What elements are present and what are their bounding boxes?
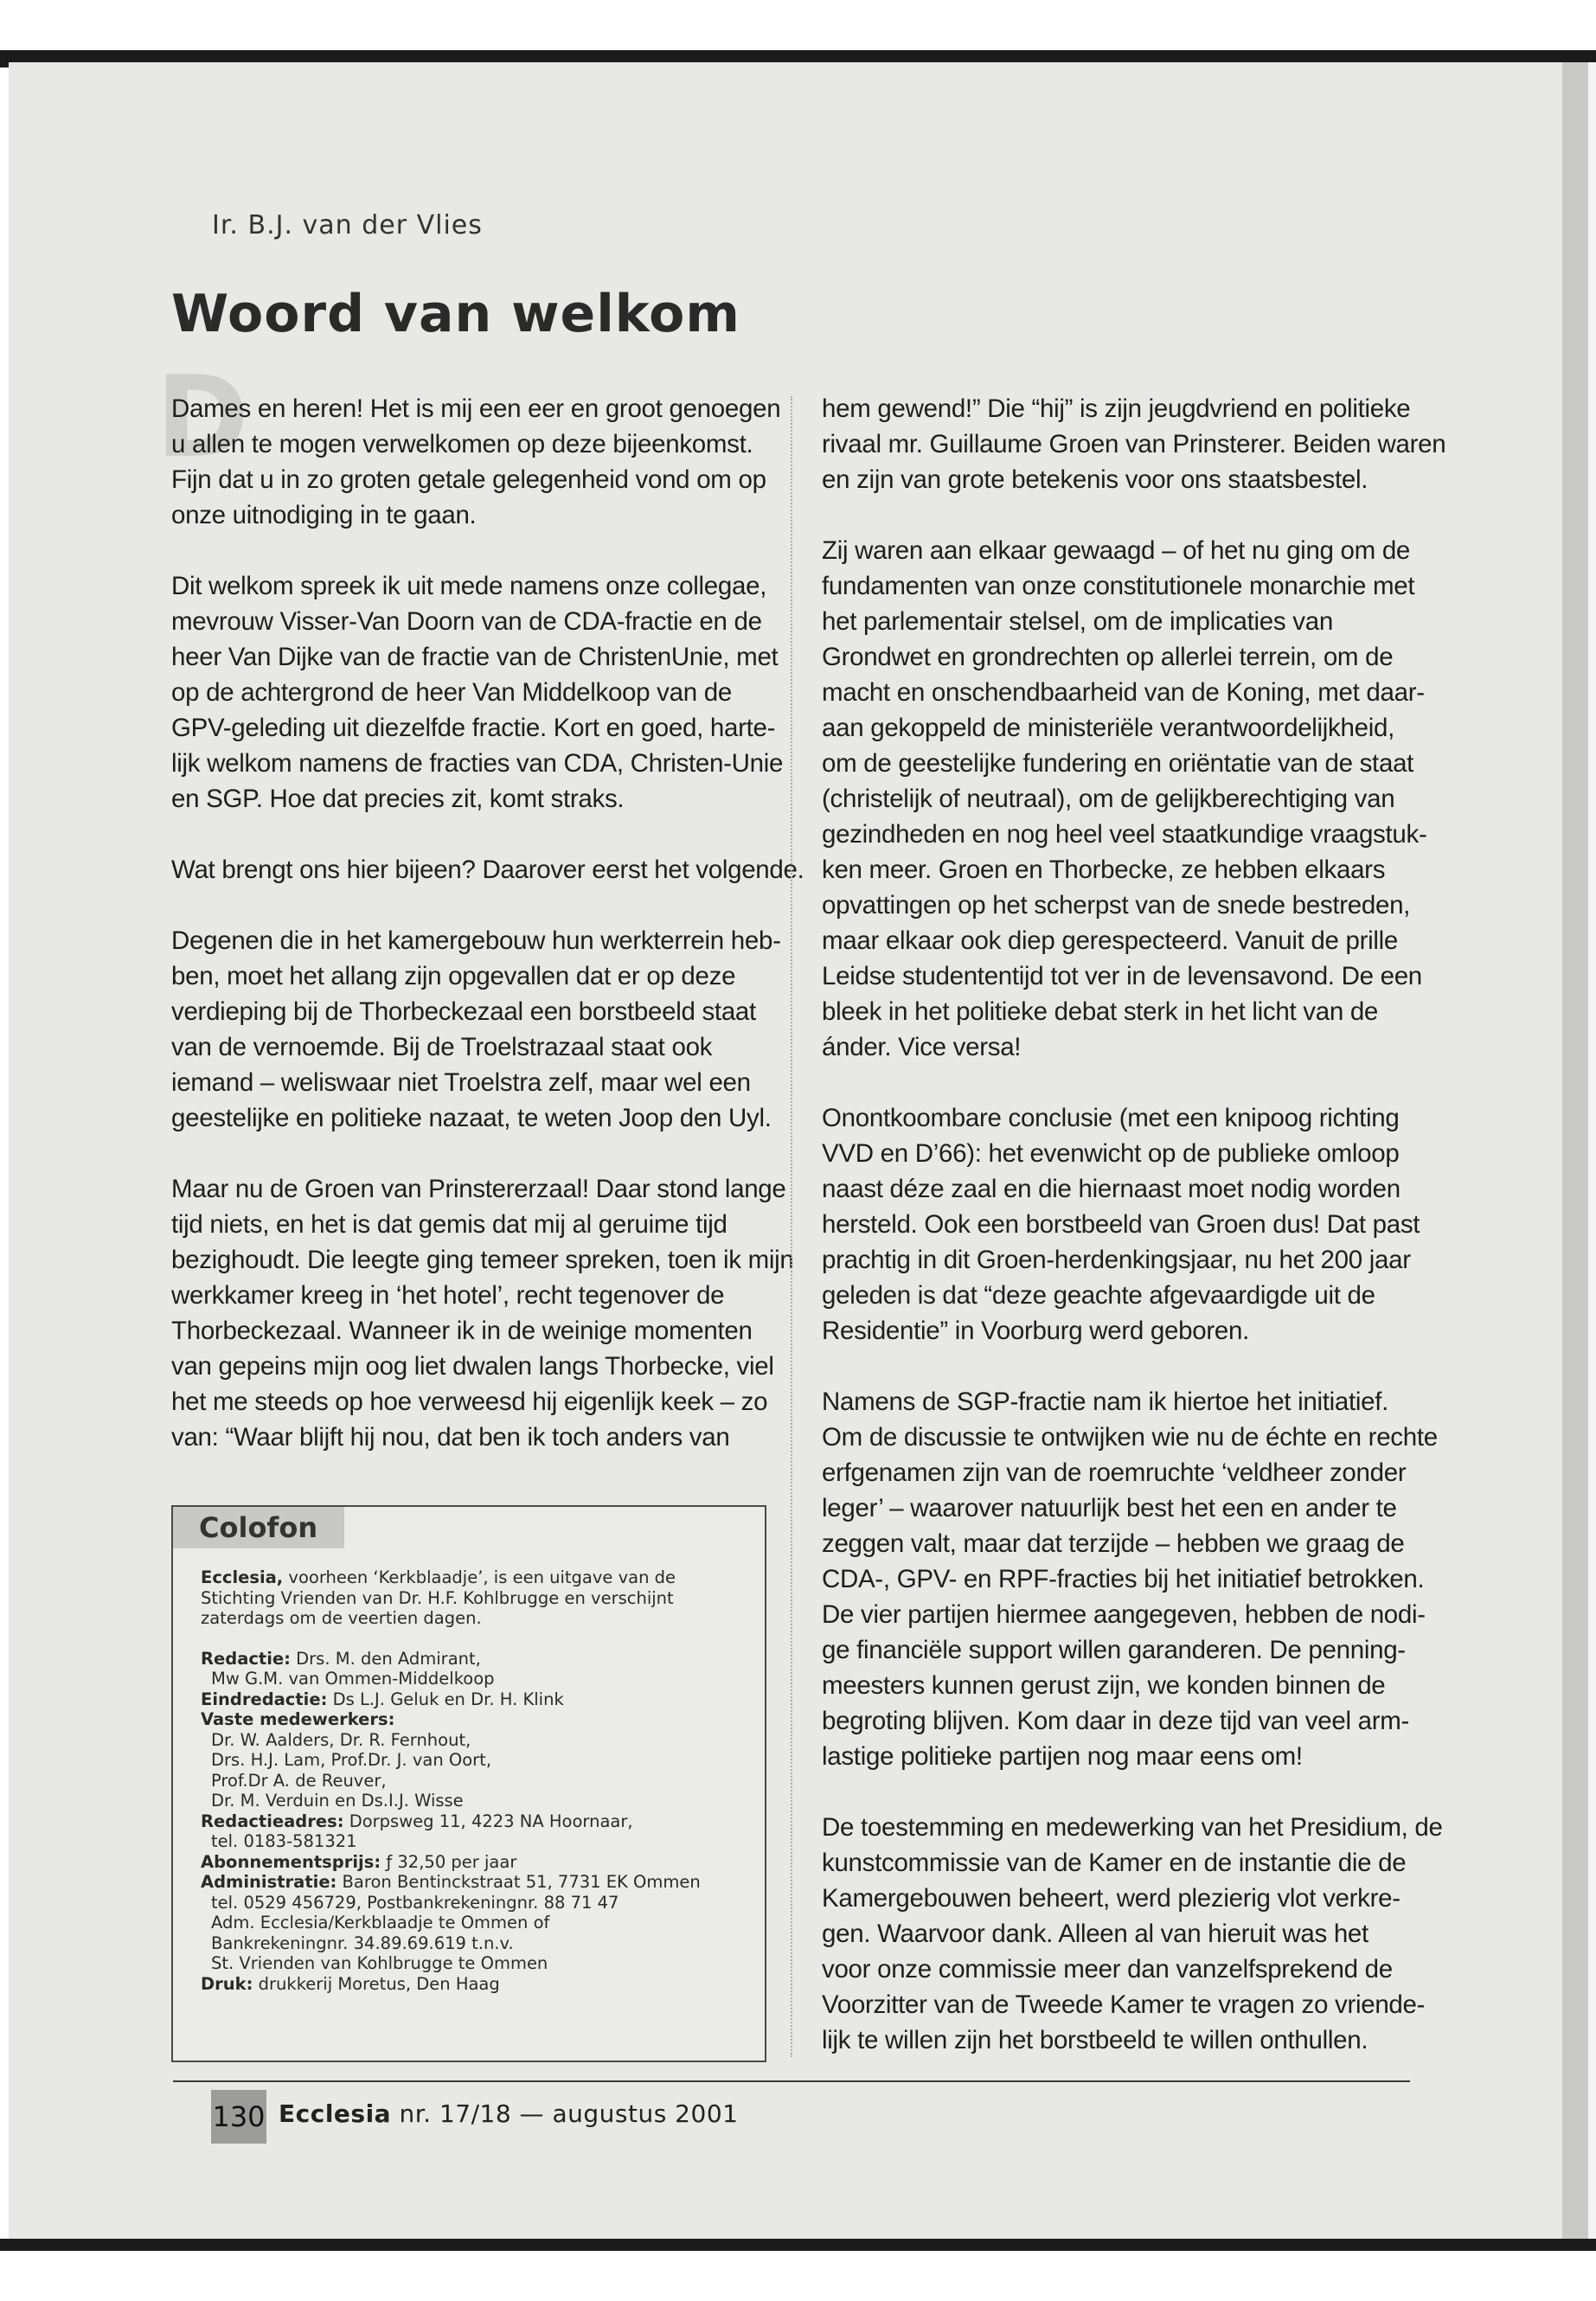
article-author: Ir. B.J. van der Vlies [212, 210, 483, 240]
page-number: 130 [211, 2090, 266, 2144]
drop-cap: D [156, 351, 249, 483]
colofon-administratie-line: St. Vrienden van Kohlbrugge te Ommen [211, 1953, 548, 1973]
page-edge [1588, 62, 1596, 2242]
text-line: iemand – weliswaar niet Troelstra zelf, maar wel een [171, 1068, 751, 1097]
colofon-adres-line: tel. 0183-581321 [211, 1831, 357, 1851]
text-line: tijd niets, en het is dat gemis dat mij al geruime tijd [171, 1210, 727, 1239]
text-line: voor onze commissie meer dan vanzelfsprekend de [822, 1955, 1393, 1984]
text-line: het me steeds op hoe verweesd hij eigenlijk keek – zo [171, 1388, 768, 1416]
text-line: Dames en heren! Het is mij een eer en groot genoegen [171, 394, 781, 423]
text-line: kunstcommissie van de Kamer en de instantie die de [822, 1849, 1407, 1877]
colofon-body [201, 1567, 746, 1994]
article-title: Woord van welkom [171, 284, 740, 344]
text-line: leger’ – waarover natuurlijk best het een en ander te [822, 1494, 1397, 1522]
paragraph [822, 1810, 1443, 2058]
paragraph [171, 852, 804, 888]
text-line: Voorzitter van de Tweede Kamer te vragen zo vriende- [822, 1990, 1426, 2019]
text-line: rivaal mr. Guillaume Groen van Prinsterer. Beiden waren [822, 430, 1446, 458]
paragraph [171, 923, 781, 1136]
text-line: en SGP. Hoe dat precies zit, komt straks. [171, 785, 625, 813]
text-line: Namens de SGP-fractie nam ik hiertoe het initiatief. [822, 1388, 1389, 1416]
colofon-adres: Redactieadres: Dorpsweg 11, 4223 NA Hoornaar, [201, 1811, 633, 1831]
paragraph [822, 533, 1427, 1065]
text-line: Thorbeckezaal. Wanneer ik in de weinige momenten [171, 1317, 753, 1345]
text-line: Residentie” in Voorburg werd geboren. [822, 1317, 1249, 1345]
text-line: ánder. Vice versa! [822, 1033, 1022, 1061]
text-line: Maar nu de Groen van Prinstererzaal! Daar stond lange [171, 1175, 786, 1203]
colofon-medewerkers-label: Vaste medewerkers: [201, 1709, 395, 1729]
colofon-intro-line: zaterdags om de veertien dagen. [201, 1608, 482, 1628]
text-line: hem gewend!” Die “hij” is zijn jeugdvriend en politieke [822, 394, 1411, 423]
text-line: Om de discussie te ontwijken wie nu de échte en rechte [822, 1423, 1438, 1452]
text-line: aan gekoppeld de ministeriële verantwoordelijkheid, [822, 714, 1394, 742]
right-column [822, 391, 1446, 2093]
text-line: De vier partijen hiermee aangegeven, hebben de nodi- [822, 1600, 1426, 1629]
text-line: begroting blijven. Kom daar in deze tijd van veel arm- [822, 1707, 1410, 1735]
text-line: opvattingen op het scherpst van de snede bestreden, [822, 891, 1411, 920]
colofon-administratie: Administratie: Baron Bentinckstraat 51, 7731 EK Ommen [201, 1872, 701, 1892]
text-line: ge financiële support willen garanderen. De penning- [822, 1636, 1406, 1664]
text-line: prachtig in dit Groen-herdenkingsjaar, nu het 200 jaar [822, 1246, 1411, 1274]
text-line: VVD en D’66): het evenwicht op de publieke omloop [822, 1139, 1400, 1168]
colofon-medewerker-line: Dr. M. Verduin en Ds.I.J. Wisse [211, 1791, 464, 1811]
text-line: op de achtergrond de heer Van Middelkoop van de [171, 678, 732, 707]
text-line: van de vernoemde. Bij de Troelstrazaal staat ook [171, 1033, 713, 1061]
text-line: u allen te mogen verwelkomen op deze bijeenkomst. [171, 430, 753, 458]
colofon-medewerker-line: Drs. H.J. Lam, Prof.Dr. J. van Oort, [211, 1750, 492, 1770]
colofon-title: Colofon [173, 1507, 344, 1548]
colofon-administratie-line: tel. 0529 456729, Postbankrekeningnr. 88 71 47 [211, 1892, 619, 1913]
paragraph [822, 391, 1446, 497]
footer-rule [173, 2080, 1410, 2082]
colofon-intro-line: Ecclesia, voorheen ‘Kerkblaadje’, is een uitgave van de [201, 1567, 676, 1587]
colofon-intro-line: Stichting Vrienden van Dr. H.F. Kohlbrugge en verschijnt [201, 1587, 674, 1608]
left-column [171, 391, 804, 1490]
text-line: Degenen die in het kamergebouw hun werkterrein heb- [171, 926, 781, 955]
paragraph [822, 1384, 1438, 1774]
text-line: GPV-geleding uit diezelfde fractie. Kort en goed, harte- [171, 714, 776, 742]
text-line: geestelijke en politieke nazaat, te weten Joop den Uyl. [171, 1104, 772, 1132]
text-line: gezindheden en nog heel veel staatkundige vraagstuk- [822, 820, 1427, 849]
text-line: lijk te willen zijn het borstbeeld te willen onthullen. [822, 2026, 1368, 2054]
text-line: ken meer. Groen en Thorbecke, ze hebben elkaars [822, 856, 1386, 884]
text-line: macht en onschendbaarheid van de Koning, met daar- [822, 678, 1425, 707]
text-line: van: “Waar blijft hij nou, dat ben ik toch anders van [171, 1423, 730, 1452]
text-line: Zij waren aan elkaar gewaagd – of het nu ging om de [822, 536, 1411, 565]
text-line: het parlementair stelsel, om de implicaties van [822, 607, 1333, 636]
text-line: Leidse studententijd tot ver in de levensavond. De een [822, 962, 1422, 990]
text-line: verdieping bij de Thorbeckezaal een borstbeeld staat [171, 997, 756, 1026]
footer-issue [279, 2099, 738, 2128]
colofon-redactie: Redactie: Drs. M. den Admirant, [201, 1648, 481, 1669]
page-edge-shadow [1562, 62, 1588, 2242]
text-line: naast déze zaal en die hiernaast moet nodig worden [822, 1175, 1401, 1203]
colofon-druk: Druk: drukkerij Moretus, Den Haag [201, 1973, 500, 1994]
text-line: Grondwet en grondrechten op allerlei terrein, om de [822, 643, 1394, 671]
colofon-medewerker-line: Dr. W. Aalders, Dr. R. Fernhout, [211, 1729, 471, 1750]
text-line: mevrouw Visser-Van Doorn van de CDA-fractie en de [171, 607, 762, 636]
text-line: lijk welkom namens de fracties van CDA, Christen-Unie [171, 749, 784, 778]
text-line: heer Van Dijke van de fractie van de ChristenUnie, met [171, 643, 779, 671]
footer-issue-text: nr. 17/18 — augustus 2001 [391, 2099, 739, 2128]
paragraph [171, 1171, 794, 1455]
paragraph [822, 1100, 1419, 1349]
text-line: om de geestelijke fundering en oriëntatie van de staat [822, 749, 1414, 778]
text-line: en zijn van grote betekenis voor ons staatsbestel. [822, 465, 1368, 494]
text-line: werkkamer kreeg in ‘het hotel’, recht tegenover de [171, 1281, 725, 1310]
text-line: van gepeins mijn oog liet dwalen langs Thorbecke, viel [171, 1352, 774, 1381]
text-line: maar elkaar ook diep gerespecteerd. Vanuit de prille [822, 926, 1399, 955]
text-line: Dit welkom spreek ik uit mede namens onze collegae, [171, 572, 767, 600]
paragraph [171, 568, 784, 817]
text-line: fundamenten van onze constitutionele monarchie met [822, 572, 1415, 600]
text-line: bleek in het politieke debat sterk in het licht van de [822, 997, 1379, 1026]
text-line: Kamergebouwen beheert, werd plezierig vlot verkre- [822, 1884, 1401, 1913]
scan-bottom-border [0, 2239, 1596, 2251]
text-line: geleden is dat “deze geachte afgevaardigde uit de [822, 1281, 1375, 1310]
text-line: Onontkoombare conclusie (met een knipoog richting [822, 1104, 1400, 1132]
colofon-prijs: Abonnementsprijs: ƒ 32,50 per jaar [201, 1851, 517, 1872]
colofon-redactie-line: Mw G.M. van Ommen-Middelkoop [211, 1669, 495, 1689]
colofon-medewerker-line: Prof.Dr A. de Reuver, [211, 1770, 387, 1791]
text-line: (christelijk of neutraal), om de gelijkberechtiging van [822, 785, 1395, 813]
paragraph [171, 391, 781, 533]
footer-magazine: Ecclesia [279, 2099, 392, 2128]
colofon-eindredactie: Eindredactie: Ds L.J. Geluk en Dr. H. Klink [201, 1689, 564, 1709]
text-line: erfgenamen zijn van de roemruchte ‘veldheer zonder [822, 1458, 1407, 1487]
text-line: CDA-, GPV- en RPF-fracties bij het initiatief betrokken. [822, 1565, 1425, 1593]
text-line: gen. Waarvoor dank. Alleen al van hieruit was het [822, 1920, 1368, 1948]
text-line: Fijn dat u in zo groten getale gelegenheid vond om op [171, 465, 766, 494]
text-line: De toestemming en medewerking van het Presidium, de [822, 1813, 1443, 1842]
colofon-administratie-line: Adm. Ecclesia/Kerkblaadje te Ommen of [211, 1913, 550, 1932]
column-divider [791, 396, 792, 2057]
text-line: hersteld. Ook een borstbeeld van Groen dus! Dat past [822, 1210, 1420, 1239]
text-line: ben, moet het allang zijn opgevallen dat er op deze [171, 962, 736, 990]
text-line: lastige politieke partijen nog maar eens om! [822, 1742, 1303, 1771]
text-line: onze uitnodiging in te gaan. [171, 501, 477, 529]
colofon-administratie-line: Bankrekeningnr. 34.89.69.619 t.n.v. [211, 1932, 514, 1953]
colofon-box [171, 1505, 766, 2062]
text-line: bezighoudt. Die leegte ging temeer spreken, toen ik mijn [171, 1246, 794, 1274]
text-line: meesters kunnen gerust zijn, we konden binnen de [822, 1671, 1386, 1700]
text-line: zeggen valt, maar dat terzijde – hebben we graag de [822, 1529, 1405, 1558]
text-line: Wat brengt ons hier bijeen? Daarover eerst het volgende. [171, 856, 804, 884]
